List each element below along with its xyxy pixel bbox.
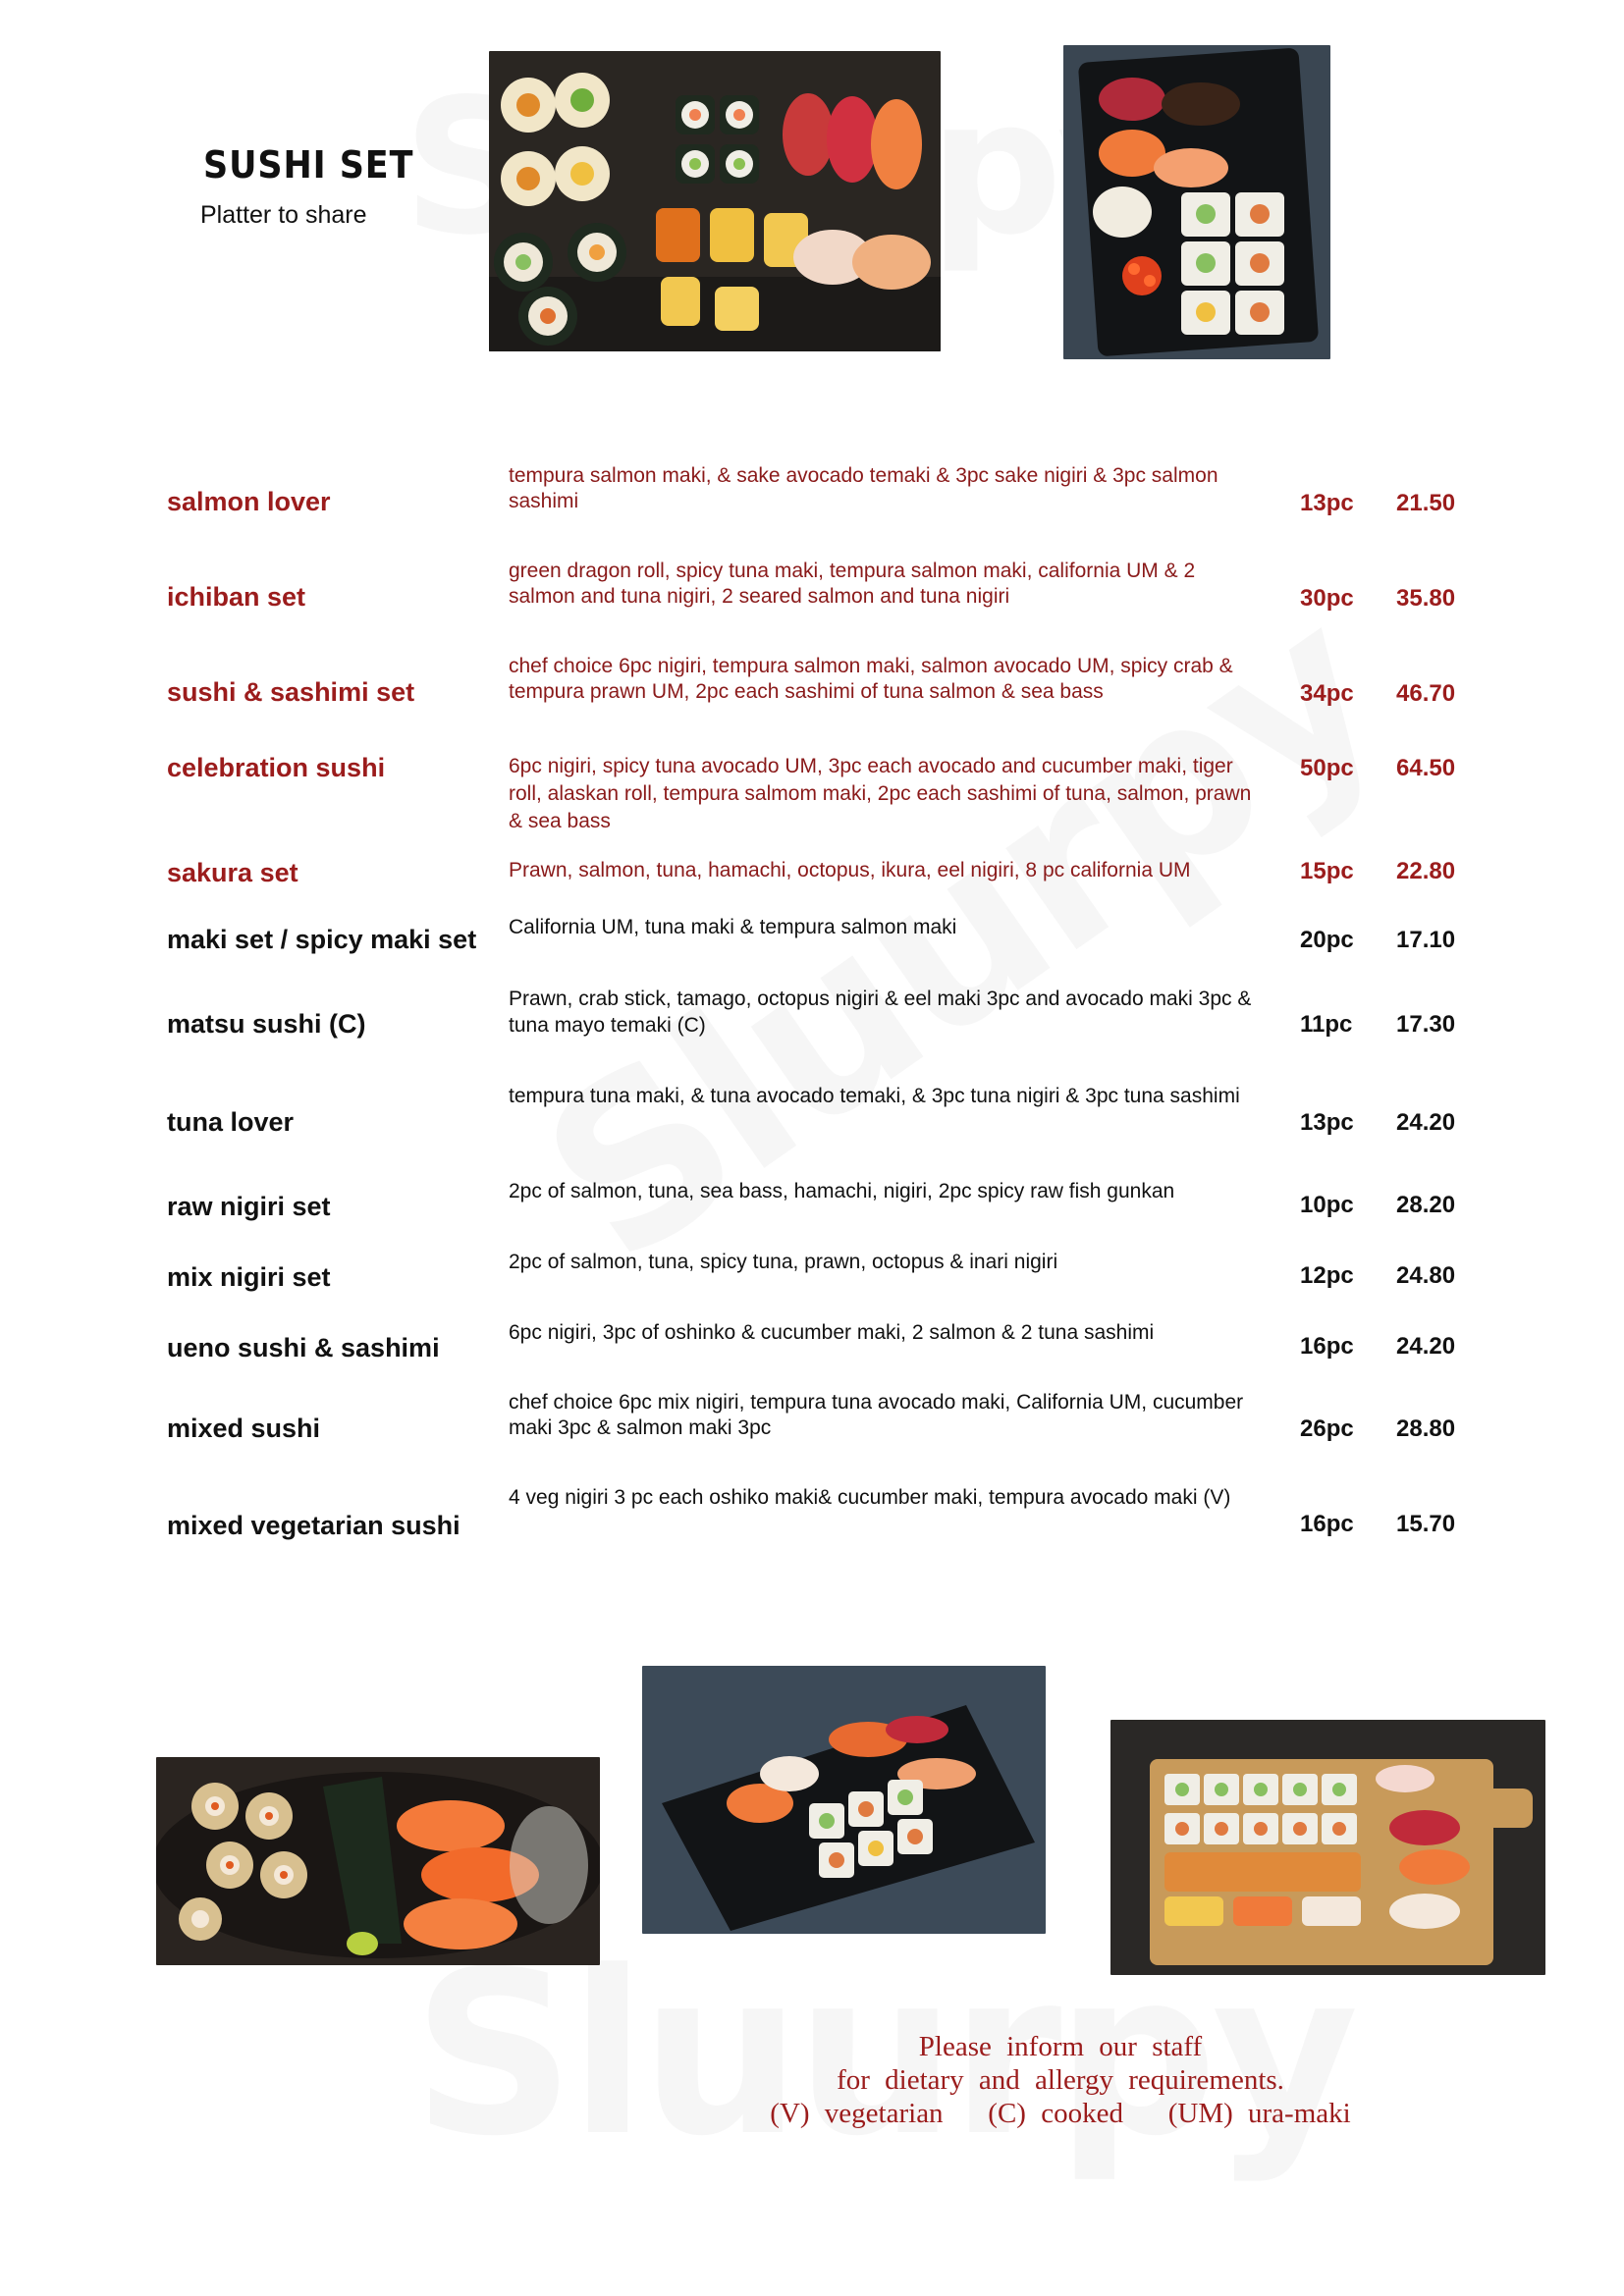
item-pieces: 34pc <box>1300 680 1354 707</box>
item-price: 28.20 <box>1396 1192 1456 1218</box>
item-name: ichiban set <box>167 582 306 612</box>
item-name: sakura set <box>167 858 298 887</box>
item-price: 15.70 <box>1396 1511 1456 1537</box>
item-price: 24.20 <box>1396 1109 1456 1136</box>
item-description: green dragon roll, spicy tuna maki, tempura salmon maki, california UM & 2 salmon and tuna nigiri, 2 seared salmon and tuna nigiri <box>509 560 1196 608</box>
item-price: 24.20 <box>1396 1333 1456 1360</box>
item-price: 21.50 <box>1396 490 1456 516</box>
item-name: tuna lover <box>167 1107 295 1137</box>
item-price: 17.30 <box>1396 1011 1456 1038</box>
item-price: 64.50 <box>1396 755 1456 781</box>
photo-sushi-board <box>1110 1720 1545 1975</box>
item-description: Prawn, crab stick, tamago, octopus nigiri & eel maki 3pc and avocado maki 3pc & tuna mayo temaki (C) <box>509 988 1252 1037</box>
item-description: tempura tuna maki, & tuna avocado temaki, & 3pc tuna nigiri & 3pc tuna sashimi <box>509 1085 1240 1107</box>
item-description: 2pc of salmon, tuna, spicy tuna, prawn, octopus & inari nigiri <box>509 1251 1058 1273</box>
item-description: 4 veg nigiri 3 pc each oshiko maki& cucumber maki, tempura avocado maki (V) <box>509 1486 1231 1509</box>
item-description: California UM, tuna maki & tempura salmon maki <box>509 916 957 938</box>
item-description: Prawn, salmon, tuna, hamachi, octopus, ikura, eel nigiri, 8 pc california UM <box>509 859 1191 881</box>
item-pieces: 16pc <box>1300 1333 1354 1360</box>
item-pieces: 16pc <box>1300 1511 1354 1537</box>
item-price: 28.80 <box>1396 1415 1456 1442</box>
dietary-note-line-2: for dietary and allergy requirements. <box>837 2064 1284 2096</box>
item-pieces: 20pc <box>1300 927 1354 953</box>
page-subtitle: Platter to share <box>200 201 367 229</box>
item-description: chef choice 6pc mix nigiri, tempura tuna avocado maki, California UM, cucumber maki 3pc & salmon maki 3pc <box>509 1391 1244 1439</box>
item-name: ueno sushi & sashimi <box>167 1333 440 1362</box>
item-name: salmon lover <box>167 487 331 516</box>
item-name: mixed vegetarian sushi <box>167 1511 460 1540</box>
item-pieces: 13pc <box>1300 490 1354 516</box>
item-description: 6pc nigiri, 3pc of oshinko & cucumber maki, 2 salmon & 2 tuna sashimi <box>509 1321 1155 1344</box>
item-pieces: 30pc <box>1300 585 1354 612</box>
item-price: 17.10 <box>1396 927 1456 953</box>
photo-sashimi-temaki <box>156 1757 600 1965</box>
item-description: 2pc of salmon, tuna, sea bass, hamachi, nigiri, 2pc spicy raw fish gunkan <box>509 1180 1175 1202</box>
item-pieces: 13pc <box>1300 1109 1354 1136</box>
item-description: chef choice 6pc nigiri, tempura salmon maki, salmon avocado UM, spicy crab & tempura prawn UM, 2pc each sashimi of tuna salmon & sea bass <box>509 655 1233 703</box>
item-pieces: 15pc <box>1300 858 1354 884</box>
photo-sushi-plate <box>1063 45 1330 359</box>
item-pieces: 26pc <box>1300 1415 1354 1442</box>
item-pieces: 12pc <box>1300 1262 1354 1289</box>
item-name: sushi & sashimi set <box>167 677 415 707</box>
item-price: 46.70 <box>1396 680 1456 707</box>
photo-nigiri-platter <box>642 1666 1046 1934</box>
item-price: 22.80 <box>1396 858 1456 884</box>
photo-sushi-rolls <box>489 51 941 351</box>
item-name: mix nigiri set <box>167 1262 331 1292</box>
item-name: maki set / spicy maki set <box>167 925 477 954</box>
dietary-note-line-1: Please inform our staff <box>918 2031 1203 2062</box>
item-name: matsu sushi (C) <box>167 1009 366 1039</box>
item-description: tempura salmon maki, & sake avocado temaki & 3pc sake nigiri & 3pc salmon sashimi <box>509 464 1218 512</box>
item-description: 6pc nigiri, spicy tuna avocado UM, 3pc each avocado and cucumber maki, tiger roll, alaskan roll, tempura salmom maki, 2pc each sashimi of tuna, salmon, prawn & sea bass <box>509 755 1252 832</box>
item-name: raw nigiri set <box>167 1192 331 1221</box>
item-price: 24.80 <box>1396 1262 1456 1289</box>
item-price: 35.80 <box>1396 585 1456 612</box>
item-pieces: 10pc <box>1300 1192 1354 1218</box>
page-title: SUSHI SET <box>203 143 414 187</box>
item-pieces: 50pc <box>1300 755 1354 781</box>
item-pieces: 11pc <box>1300 1011 1353 1038</box>
item-name: mixed sushi <box>167 1414 321 1443</box>
item-name: celebration sushi <box>167 753 386 782</box>
dietary-note <box>746 2030 1375 2130</box>
dietary-note-legend: (V) vegetarian (C) cooked (UM) ura-maki <box>770 2098 1351 2129</box>
